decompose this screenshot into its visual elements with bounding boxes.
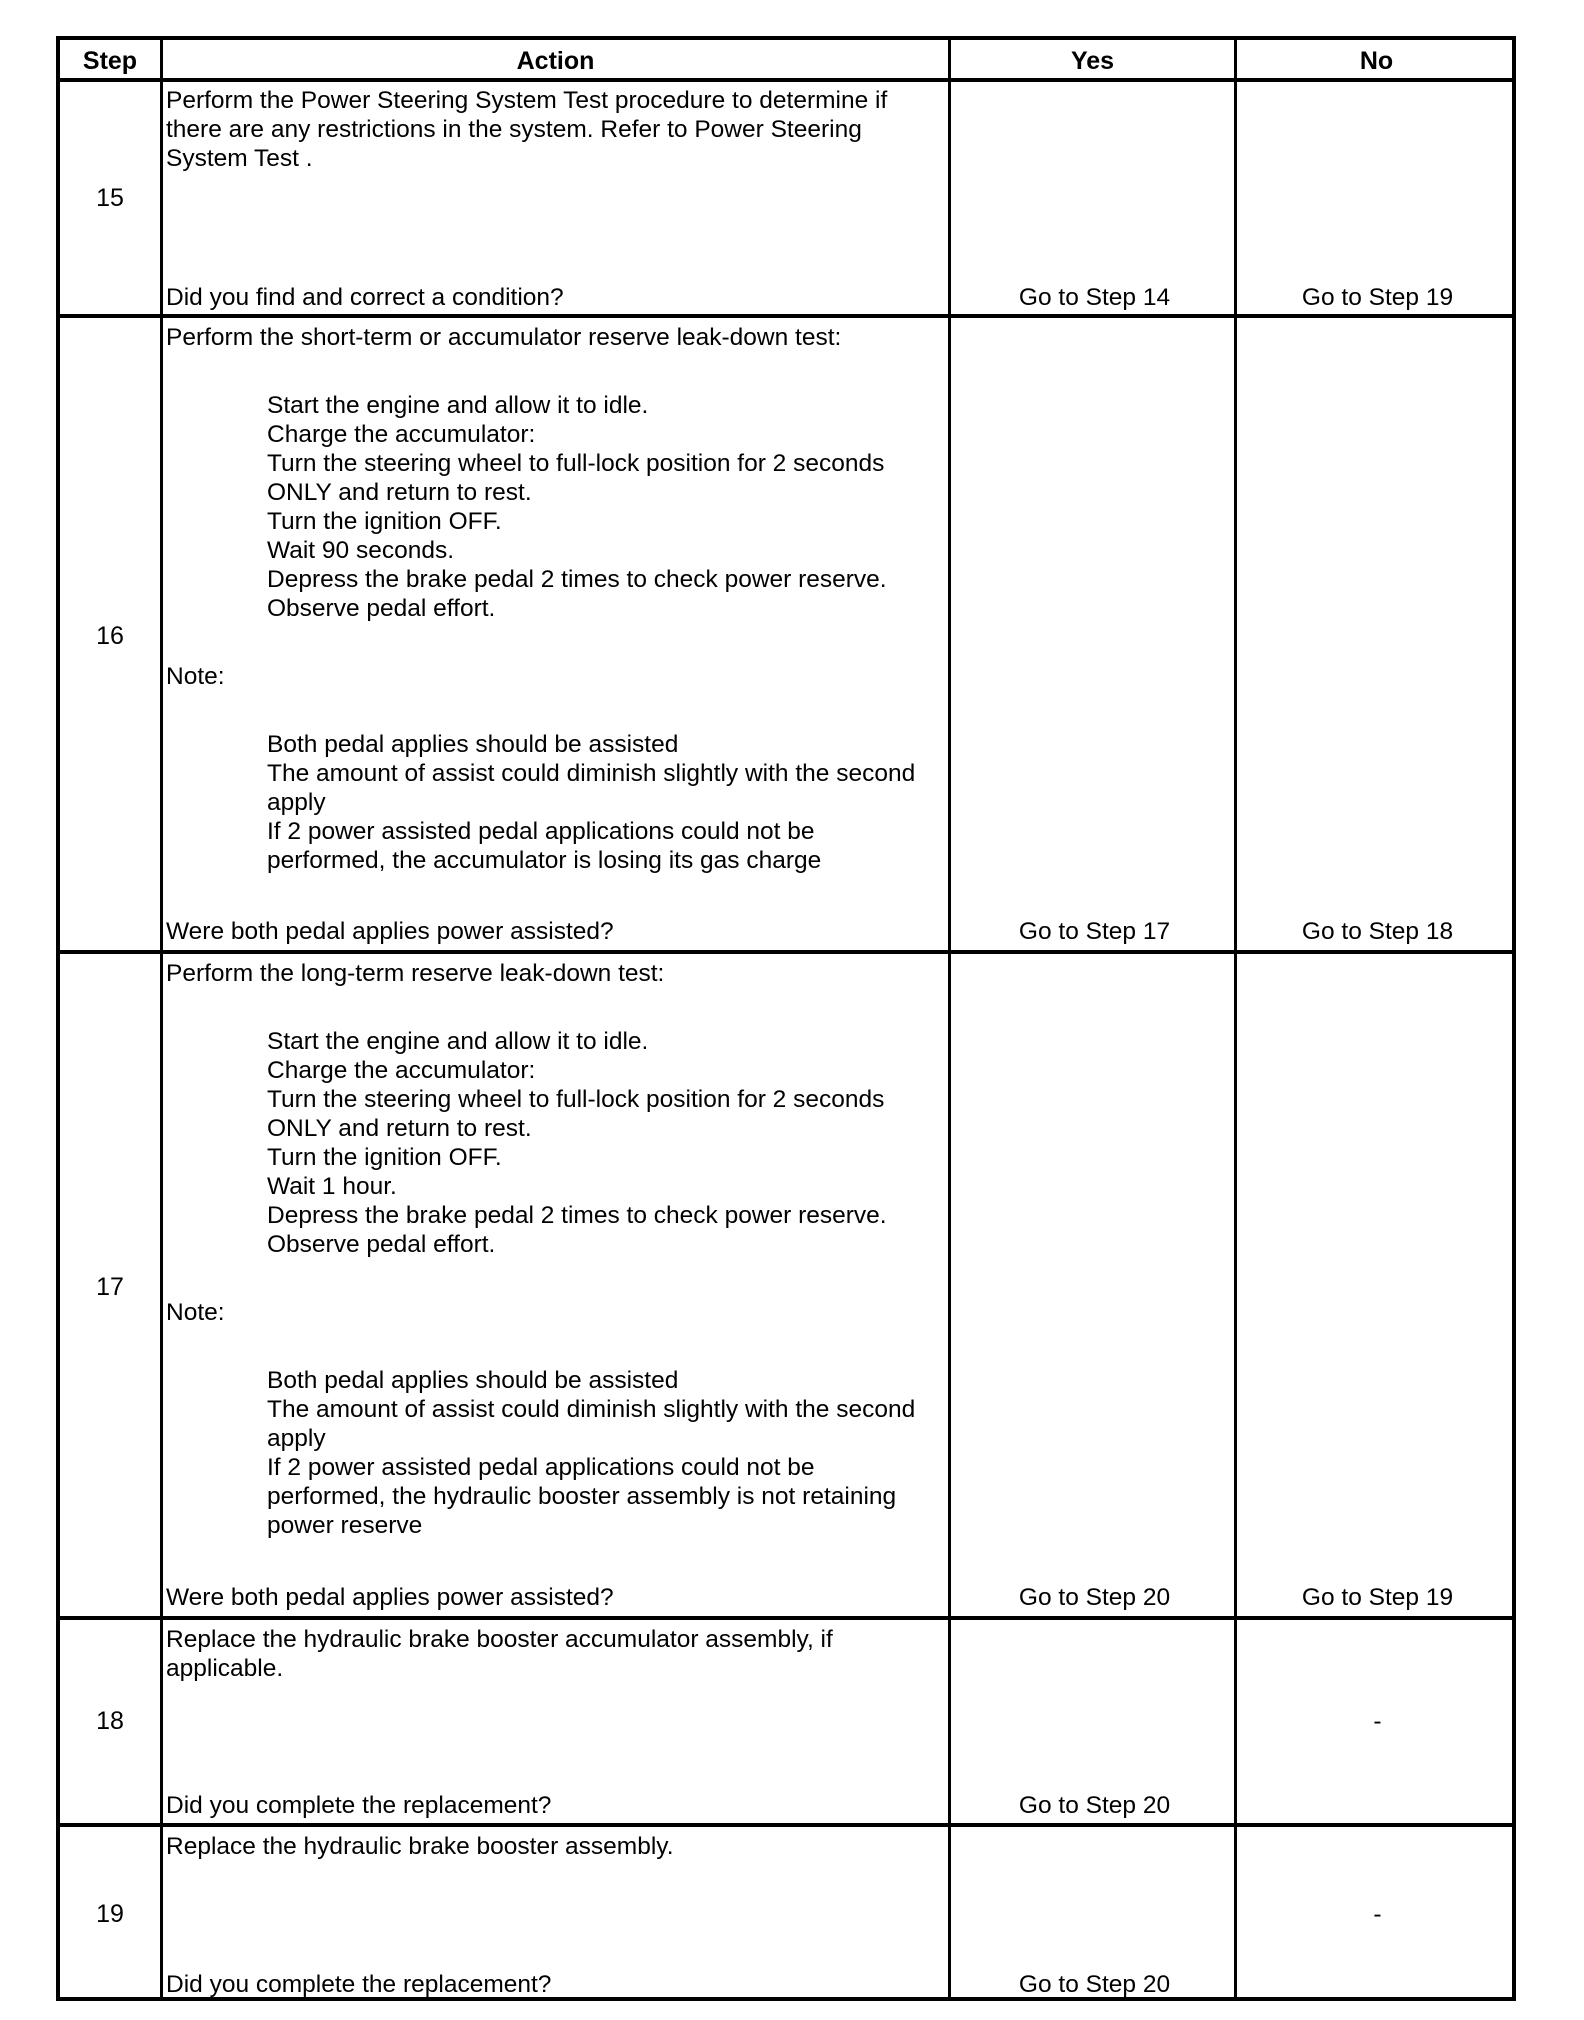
action-question: Did you complete the replacement? bbox=[166, 1971, 552, 1998]
row-divider bbox=[60, 314, 1512, 318]
procedure-step: Turn the steering wheel to full-lock position for 2 seconds bbox=[267, 450, 885, 477]
procedure-step: Depress the brake pedal 2 times to check power reserve. bbox=[267, 566, 887, 593]
header-no: No bbox=[1359, 46, 1394, 75]
procedure-step: Turn the ignition OFF. bbox=[267, 1144, 502, 1171]
no-result: - bbox=[1373, 1901, 1382, 1928]
procedure-step: Charge the accumulator: bbox=[267, 1057, 536, 1084]
header-step: Step bbox=[82, 46, 138, 75]
note-item: performed, the hydraulic booster assembly is not retaining bbox=[267, 1483, 897, 1510]
row-divider bbox=[60, 1616, 1512, 1620]
header-yes: Yes bbox=[1070, 46, 1115, 75]
note-item: power reserve bbox=[267, 1512, 423, 1539]
yes-result: Go to Step 20 bbox=[1018, 1584, 1171, 1611]
action-text: Perform the long-term reserve leak-down test: bbox=[166, 960, 665, 987]
note-item: apply bbox=[267, 789, 326, 816]
column-divider bbox=[948, 40, 951, 1997]
step-number: 19 bbox=[96, 1900, 124, 1928]
action-text: Replace the hydraulic brake booster assembly. bbox=[166, 1833, 674, 1860]
no-result: Go to Step 19 bbox=[1301, 284, 1454, 311]
procedure-step: Wait 1 hour. bbox=[267, 1173, 397, 1200]
yes-result: Go to Step 17 bbox=[1018, 918, 1171, 945]
action-text: Perform the Power Steering System Test procedure to determine if bbox=[166, 87, 888, 114]
action-text: there are any restrictions in the system. Refer to Power Steering bbox=[166, 116, 862, 143]
note-item: Both pedal applies should be assisted bbox=[267, 731, 679, 758]
note-item: If 2 power assisted pedal applications could not be bbox=[267, 1454, 815, 1481]
action-question: Did you find and correct a condition? bbox=[166, 284, 564, 311]
note-item: Both pedal applies should be assisted bbox=[267, 1367, 679, 1394]
action-question: Did you complete the replacement? bbox=[166, 1792, 552, 1819]
step-number: 18 bbox=[96, 1707, 124, 1735]
note-label: Note: bbox=[166, 663, 225, 690]
step-number: 15 bbox=[96, 184, 124, 212]
procedure-step: Turn the steering wheel to full-lock position for 2 seconds bbox=[267, 1086, 885, 1113]
note-item: performed, the accumulator is losing its gas charge bbox=[267, 847, 822, 874]
procedure-step: Start the engine and allow it to idle. bbox=[267, 392, 649, 419]
row-divider bbox=[60, 1823, 1512, 1827]
procedure-step: Charge the accumulator: bbox=[267, 421, 536, 448]
action-question: Were both pedal applies power assisted? bbox=[166, 918, 614, 945]
no-result: Go to Step 18 bbox=[1301, 918, 1454, 945]
no-result: Go to Step 19 bbox=[1301, 1584, 1454, 1611]
action-text: Replace the hydraulic brake booster accumulator assembly, if bbox=[166, 1626, 833, 1653]
procedure-step: Start the engine and allow it to idle. bbox=[267, 1028, 649, 1055]
action-text: Perform the short-term or accumulator reserve leak-down test: bbox=[166, 324, 842, 351]
procedure-step: Wait 90 seconds. bbox=[267, 537, 455, 564]
yes-result: Go to Step 20 bbox=[1018, 1792, 1171, 1819]
note-item: The amount of assist could diminish slightly with the second bbox=[267, 760, 916, 787]
column-divider bbox=[1234, 40, 1237, 1997]
procedure-step: ONLY and return to rest. bbox=[267, 479, 532, 506]
action-text: applicable. bbox=[166, 1655, 284, 1682]
no-result: - bbox=[1373, 1708, 1382, 1735]
procedure-step: Turn the ignition OFF. bbox=[267, 508, 502, 535]
header-action: Action bbox=[516, 46, 595, 75]
procedure-step: ONLY and return to rest. bbox=[267, 1115, 532, 1142]
step-number: 17 bbox=[96, 1273, 124, 1301]
procedure-step: Depress the brake pedal 2 times to check power reserve. bbox=[267, 1202, 887, 1229]
procedure-step: Observe pedal effort. bbox=[267, 1231, 496, 1258]
step-number: 16 bbox=[96, 622, 124, 650]
row-divider bbox=[60, 950, 1512, 954]
yes-result: Go to Step 14 bbox=[1018, 284, 1171, 311]
procedure-step: Observe pedal effort. bbox=[267, 595, 496, 622]
action-question: Were both pedal applies power assisted? bbox=[166, 1584, 614, 1611]
diagnostic-table bbox=[56, 36, 1516, 2001]
column-divider bbox=[160, 40, 163, 1997]
note-item: apply bbox=[267, 1425, 326, 1452]
note-item: The amount of assist could diminish slightly with the second bbox=[267, 1396, 916, 1423]
note-item: If 2 power assisted pedal applications could not be bbox=[267, 818, 815, 845]
action-text: System Test . bbox=[166, 145, 313, 172]
yes-result: Go to Step 20 bbox=[1018, 1971, 1171, 1998]
note-label: Note: bbox=[166, 1299, 225, 1326]
